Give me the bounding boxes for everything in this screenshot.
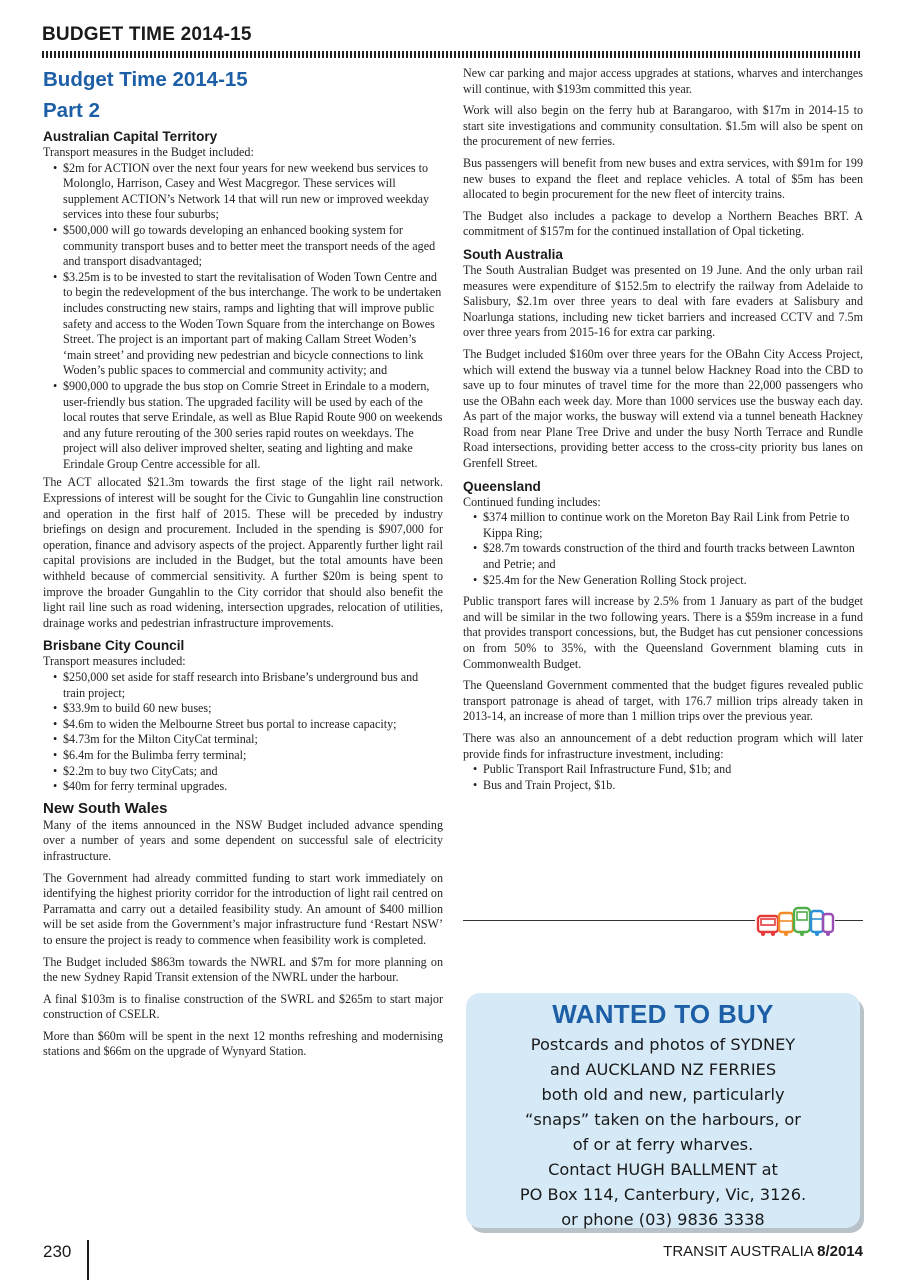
nsw-paragraph: More than $60m will be spent in the next 12 months refreshing and modernising stations and $66m on the upgrade of Wynyard Station. <box>43 1028 443 1059</box>
list-item: • $28.7m towards construction of the third and fourth tracks between Lawnton and Petrie; and <box>463 541 863 572</box>
ad-line: “snaps” taken on the harbours, or <box>525 1110 801 1129</box>
ad-line: PO Box 114, Canterbury, Vic, 3126. <box>519 1185 807 1204</box>
page-number: 230 <box>43 1242 72 1261</box>
ad-line: Postcards and photos of SYDNEY <box>530 1035 796 1054</box>
list-item: • $3.25m is to be invested to start the revitalisation of Woden Town Centre and to begin the redevelopment of the bus interchange. The work to be undertaken includes constructing new stairs, ramps and lighting that will improve public safety and access to the Woden Town Square from the interchange on Bowes Street. The project is an important part of making Callam Street Woden’s ‘main street’ and providing new pedestrian and bicycle connections to link Woden’s public spaces to commercial and community activity; and <box>43 270 443 379</box>
nsw-paragraph: A final $103m is to finalise construction of the SWRL and $265m to start major construction of CSELR. <box>43 991 443 1022</box>
ad-line: of or at ferry wharves. <box>572 1135 754 1154</box>
left-column <box>43 66 443 1060</box>
nsw-continued-paragraph: The Budget also includes a package to develop a Northern Beaches BRT. A commitment of $157m for the continued installation of Opal ticketing. <box>463 208 863 239</box>
article-title: Budget Time 2014-15 <box>43 68 248 91</box>
qld-paragraph: There was also an announcement of a debt reduction program which will later provide finds for infrastructure investment, including: <box>463 730 863 761</box>
act-bullet-list <box>43 161 443 473</box>
nsw-continued-paragraph: New car parking and major access upgrades at stations, wharves and interchanges will continue, with $193m committed this year. <box>463 66 863 96</box>
sa-heading: South Australia <box>463 246 563 262</box>
act-heading: Australian Capital Territory <box>43 129 218 144</box>
ad-line: and AUCKLAND NZ FERRIES <box>549 1060 777 1079</box>
nsw-heading: New South Wales <box>43 799 168 817</box>
article-part: Part 2 <box>43 99 100 122</box>
brisbane-heading: Brisbane City Council <box>43 638 185 654</box>
wanted-to-buy-advertisement <box>466 993 860 1228</box>
brisbane-bullet-list <box>43 670 443 795</box>
act-light-rail-paragraph: The ACT allocated $21.3m towards the first stage of the light rail network. Expressions of interest will be sought for the Civic to Gungahlin line construction and operation in the first half of 2015. These will be preceded by industry briefings on design and procurement. Included in the spending is $907,000 for operation, finance and advisory aspects of the project. Apparently further light rail capital provisions are included in the Budget, but the total amounts have been withheld because of commercial sensitivity. A further $20m is being spent to improve the broader Gungahlin to the City corridor that should also benefit the light rail line such as road widening, intersection upgrades, relocation of utilities, drainage works and pedestrian infrastructure improvements. <box>43 475 443 630</box>
ad-line: both old and new, particularly <box>541 1085 785 1104</box>
running-header: BUDGET TIME 2014-15 <box>42 24 252 45</box>
list-item: • $6.4m for the Bulimba ferry terminal; <box>43 748 443 764</box>
list-item: • $25.4m for the New Generation Rolling Stock project. <box>463 573 863 589</box>
ad-line: Contact HUGH BALLMENT at <box>548 1160 778 1179</box>
ad-line: or phone (03) 9836 3338 <box>561 1210 765 1229</box>
list-item: • $40m for ferry terminal upgrades. <box>43 779 443 795</box>
publication-name: TRANSIT AUSTRALIA <box>663 1243 813 1260</box>
nsw-continued-paragraph: Work will also begin on the ferry hub at Barangaroo, with $17m in 2014-15 to start site investigations and community consultation. $1.5m will also be spent on the procurement of new ferries. <box>463 103 863 149</box>
list-item: • $500,000 will go towards developing an enhanced booking system for community transport buses and to better meet the transport needs of the aged and transport disadvantaged; <box>43 223 443 270</box>
qld-intro: Continued funding includes: <box>463 494 601 509</box>
issue-number: 8/2014 <box>817 1243 863 1260</box>
nsw-paragraph: The Budget included $863m towards the NWRL and $7m for more planning on the new Sydney Rapid Transit extension of the NWRL under the harbour. <box>43 954 443 985</box>
ad-title: WANTED TO BUY <box>552 999 774 1029</box>
footer-rule <box>87 1240 89 1280</box>
qld-fund-list <box>463 762 863 793</box>
nsw-paragraph: Many of the items announced in the NSW Budget included advance spending over a number of years and some dependent on successful sale of electricity infrastructure. <box>43 817 443 863</box>
list-item: • Bus and Train Project, $1b. <box>463 778 863 794</box>
list-item: • Public Transport Rail Infrastructure Fund, $1b; and <box>463 762 863 778</box>
transit-vehicles-icon <box>755 902 835 940</box>
list-item: • $900,000 to upgrade the bus stop on Comrie Street in Erindale to a modern, user-friendly bus station. The upgraded facility will be used by each of the local routes that serve Erindale, as well as Blue Rapid Route 900 on weekends and any future rerouting of the 300 series rapid routes on weekdays. The project will also deliver improved shelter, seating and lighting and make Erindale Group Centre accessible for all. <box>43 379 443 473</box>
right-column <box>463 66 863 793</box>
act-intro: Transport measures in the Budget included: <box>43 145 254 159</box>
qld-paragraph: The Queensland Government commented that the budget figures revealed public transport patronage is ahead of target, with 176.7 million trips already taken in 2013-14, an increase of more than 1 million trips over the previous year. <box>463 678 863 724</box>
list-item: • $2m for ACTION over the next four years for new weekend bus services to Molonglo, Harrison, Casey and West Macgregor. These services will supplement ACTION’s Network 14 that will run new or improved weekday services into these four suburbs; <box>43 161 443 223</box>
list-item: • $250,000 set aside for staff research into Brisbane’s underground bus and train project; <box>43 670 443 701</box>
list-item: • $4.6m to widen the Melbourne Street bus portal to increase capacity; <box>43 717 443 733</box>
publication-footer <box>663 1243 863 1260</box>
sa-paragraph: The Budget included $160m over three years for the OBahn City Access Project, which will extend the busway via a tunnel below Hackney Road into the CBD to save up to four minutes of travel time for the more than 22,000 passengers who use the OBahn each week day. More than 1000 services use the busway each day. As part of the major works, the busway will extend via a tunnel beneath Hackney Road from near Plane Tree Drive and under the busy North Terrace and Rundle Road intersections, providing better access to the cross-city priority bus lanes on Grenfell Street. <box>463 346 863 471</box>
nsw-paragraph: The Government had already committed funding to start work immediately on identifying the highest priority corridor for the introduction of light rail centred on Parramatta and carry out a detailed feasibility study. An amount of $400 million will be set aside from the Government’s major infrastructure fund ‘Restart NSW’ to ensure the project is ready to commence when feasibility work is completed. <box>43 870 443 947</box>
list-item: • $2.2m to buy two CityCats; and <box>43 764 443 780</box>
nsw-continued-paragraph: Bus passengers will benefit from new buses and extra services, with $91m for 199 new buses to expand the fleet and replace vehicles. A total of $5m has been allocated to begin procurement for the new fleet of intercity trains. <box>463 155 863 202</box>
qld-paragraph: Public transport fares will increase by 2.5% from 1 January as part of the budget and will be similar in the two following years. There is a $59m increase in a fund that provides transport concessions, but, the Budget has cut pensioner concessions on from 50% to 35%, with the Queensland Government blaming cuts in Commonwealth Budget. <box>463 594 863 671</box>
list-item: • $33.9m to build 60 new buses; <box>43 701 443 717</box>
brisbane-intro: Transport measures included: <box>43 654 186 669</box>
sa-paragraph: The South Australian Budget was presented on 19 June. And the only urban rail measures were expenditure of $152.5m to electrify the railway from Adelaide to Salisbury, $2.1m over three years to deal with fare evaders at Salisbury and Noarlunga stations, including new ticket barriers and increased CCTV and 7.5m over three years from 2015-16 for extra car parking. <box>463 262 863 340</box>
qld-heading: Queensland <box>463 478 541 494</box>
list-item: • $374 million to continue work on the Moreton Bay Rail Link from Petrie to Kippa Ring; <box>463 510 863 541</box>
list-item: • $4.73m for the Milton CityCat terminal; <box>43 732 443 748</box>
qld-bullet-list <box>463 510 863 588</box>
article-end-divider <box>463 902 863 942</box>
header-dotted-rule <box>42 51 862 58</box>
